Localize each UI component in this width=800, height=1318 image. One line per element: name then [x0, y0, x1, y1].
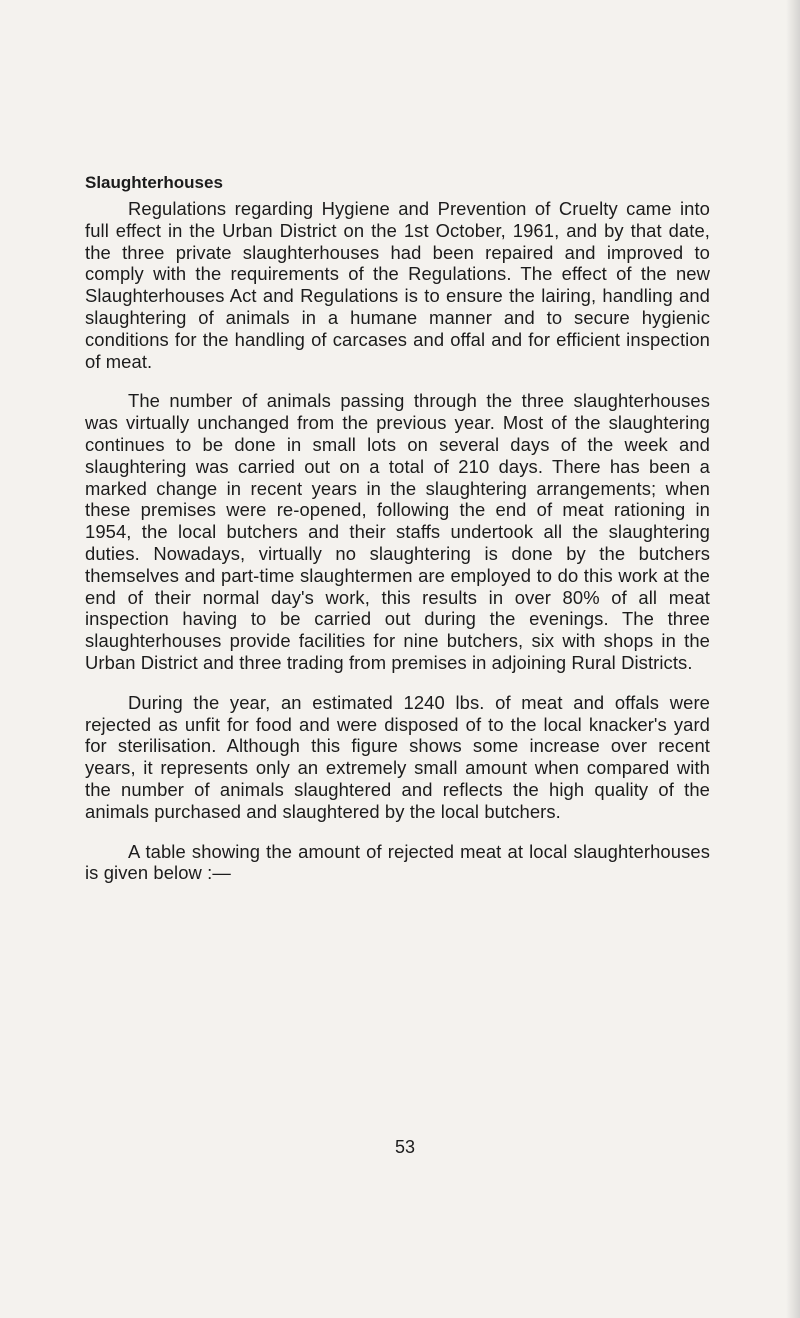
- section-heading: Slaughterhouses: [85, 173, 223, 192]
- page-edge-shadow: [786, 0, 800, 1318]
- document-body: [85, 172, 710, 884]
- paragraph-table-intro: A table showing the amount of rejected meat at local slaughterhouses is given below :—: [85, 840, 710, 884]
- paragraph-rejected-meat: During the year, an estimated 1240 lbs. of meat and offals were rejected as unfit for food and were disposed of to the local knacker's yard for sterilisation. Although this figure shows some increase over recent years, it represents only an extremely small amount when compared with the number of animals slaughtered and reflects the high quality of the animals purchased and slaughtered by the local butchers.: [85, 691, 710, 822]
- page-number: 53: [394, 1137, 416, 1157]
- paragraph-animals-slaughtered: The number of animals passing through the three slaughterhouses was virtually unchanged from the previous year. Most of the slaughtering continues to be done in small lots on several days of the week and slaughtering was carried out on a total of 210 days. There has been a marked change in recent years in the slaughtering arrangements; when these premises were re-opened, following the end of meat rationing in 1954, the local butchers and their staffs undertook all the slaughtering duties. Nowadays, virtually no slaughtering is done by the butchers themselves and part-time slaughtermen are employed to do this work at the end of their normal day's work, this results in over 80% of all meat inspection having to be carried out during the evenings. The three slaughterhouses provide facilities for nine butchers, six with shops in the Urban District and three trading from premises in adjoining Rural Districts.: [85, 390, 710, 673]
- paragraph-regulations: Regulations regarding Hygiene and Prevention of Cruelty came into full effect in the Urban District on the 1st October, 1961, and by that date, the three private slaughterhouses had been repaired and improved to comply with the requirements of the Regulations. The effect of the new Slaughterhouses Act and Regulations is to ensure the lairing, handling and slaughtering of animals in a humane manner and to secure hygienic conditions for the handling of carcases and offal and for efficient inspection of meat.: [85, 198, 710, 372]
